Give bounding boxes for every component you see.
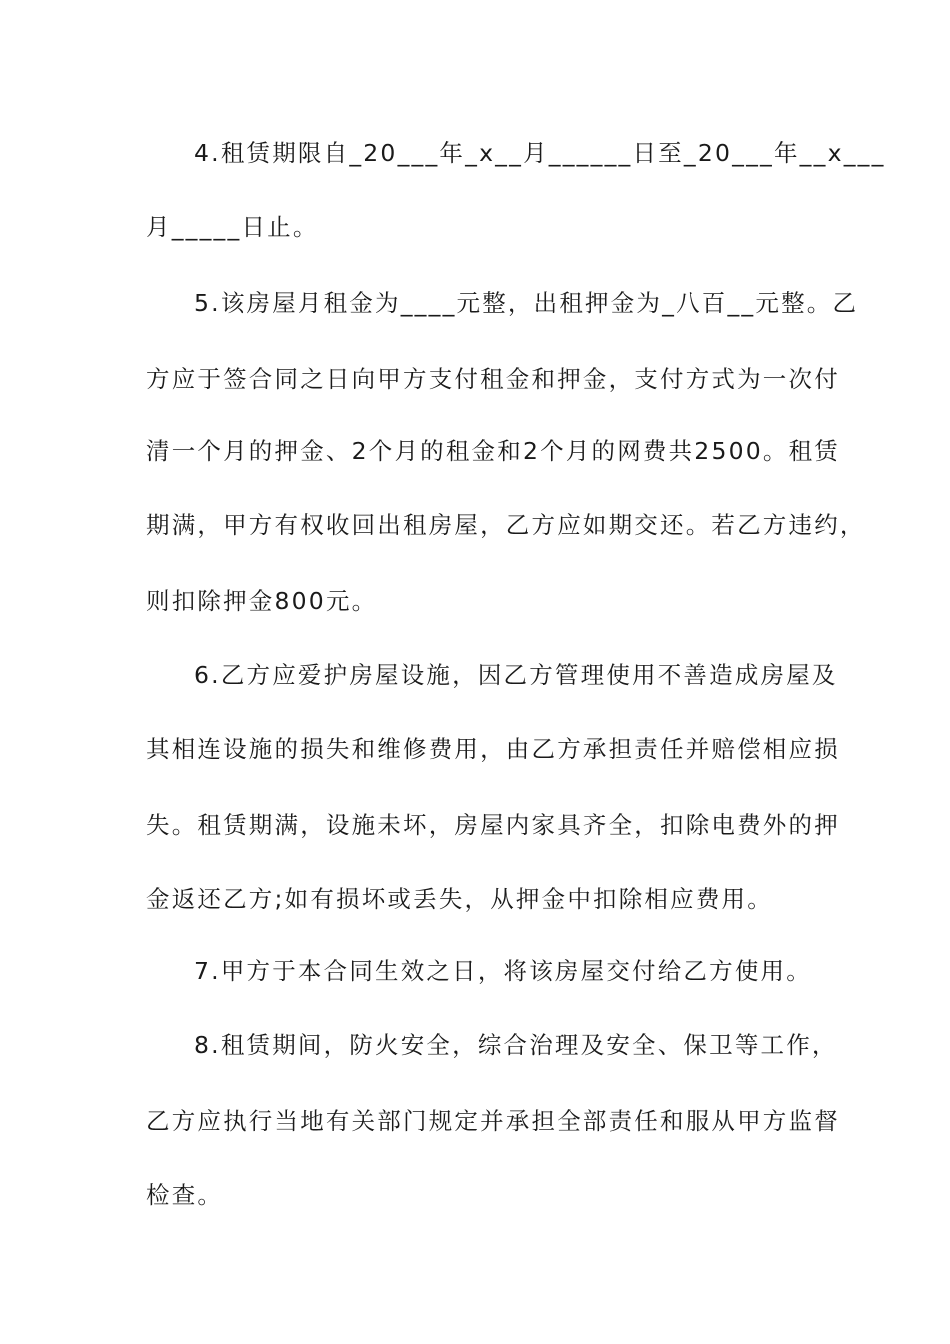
clause-5-line-5: 则扣除押金800元。 [146,587,378,615]
clause-5-line-1: 5.该房屋月租金为____元整，出租押金为_八百__元整。乙 [194,289,859,317]
clause-4-line-2: 月_____日止。 [146,213,319,241]
clause-8-line-1: 8.租赁期间，防火安全，综合治理及安全、保卫等工作， [194,1031,838,1059]
clause-6-line-4: 金返还乙方;如有损坏或丢失，从押金中扣除相应费用。 [146,885,773,913]
clause-6-line-3: 失。租赁期满，设施未坏，房屋内家具齐全，扣除电费外的押 [146,811,840,839]
clause-4-line-1: 4.租赁期限自_20___年_x__月______日至_20___年__x___ [194,139,886,167]
clause-5-line-3: 清一个月的押金、2个月的租金和2个月的网费共2500。租赁 [146,437,841,465]
clause-7-line-1: 7.甲方于本合同生效之日，将该房屋交付给乙方使用。 [194,957,812,985]
clause-5-line-4: 期满，甲方有权收回出租房屋，乙方应如期交还。若乙方违约， [146,511,866,539]
clause-8-line-3: 检查。 [146,1181,224,1209]
clause-6-line-1: 6.乙方应爱护房屋设施，因乙方管理使用不善造成房屋及 [194,661,838,689]
clause-6-line-2: 其相连设施的损失和维修费用，由乙方承担责任并赔偿相应损 [146,735,840,763]
clause-5-line-2: 方应于签合同之日向甲方支付租金和押金，支付方式为一次付 [146,365,840,393]
clause-8-line-2: 乙方应执行当地有关部门规定并承担全部责任和服从甲方监督 [146,1107,840,1135]
